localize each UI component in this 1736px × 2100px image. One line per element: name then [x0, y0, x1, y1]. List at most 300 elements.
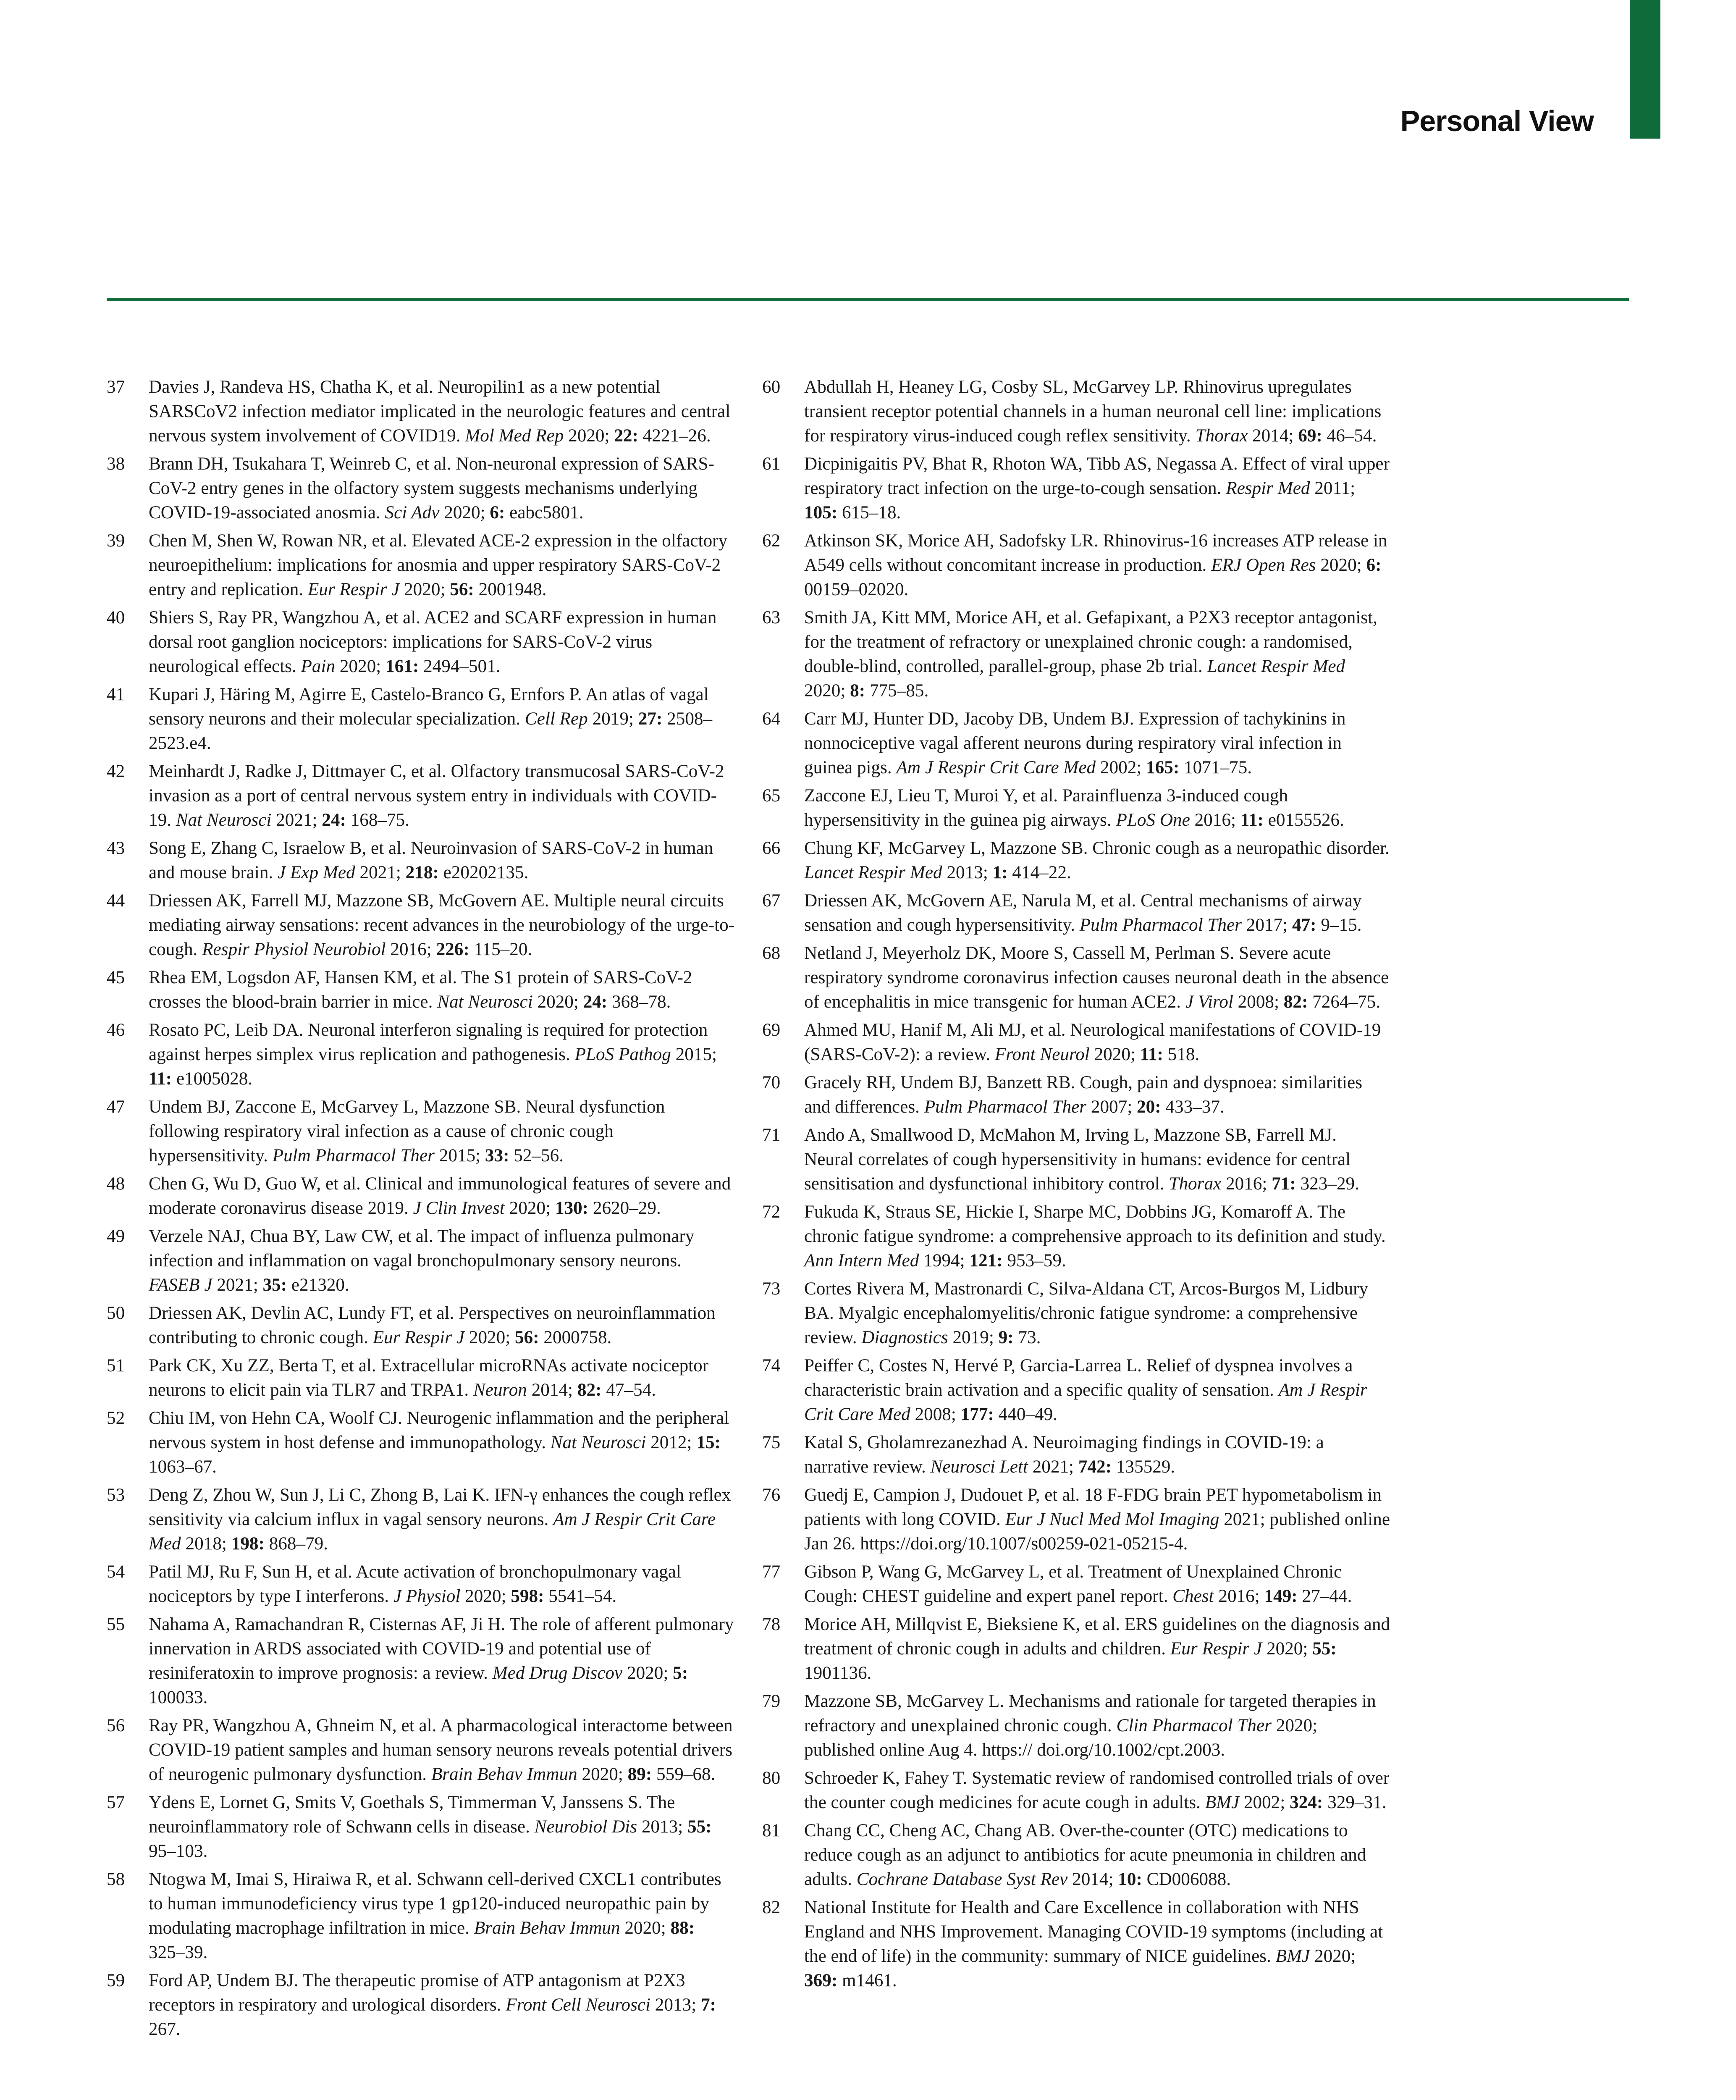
reference-year: 2021; published online Jan 26. [804, 1509, 1390, 1554]
reference-text [804, 1483, 1390, 1556]
reference-journal: Eur Respir J [1170, 1639, 1262, 1659]
reference-number: 68 [762, 943, 781, 963]
reference-journal: BMJ [1275, 1946, 1310, 1966]
reference-volume: 69: [1298, 426, 1322, 446]
reference-item [762, 1277, 1390, 1350]
reference-journal: Cell Rep [524, 709, 588, 729]
reference-authors-title: Chen G, Wu D, Guo W, et al. Clinical and immunological features of severe and moderate coronavirus disease 2019. [149, 1174, 731, 1218]
reference-text [804, 1819, 1390, 1892]
reference-item [762, 529, 1390, 602]
reference-year: 2019; [592, 709, 634, 729]
reference-pages: 27–44. [1302, 1586, 1352, 1606]
reference-item [762, 1431, 1390, 1479]
reference-year: 2002; [1100, 758, 1142, 777]
reference-authors-title: Davies J, Randeva HS, Chatha K, et al. Neuropilin1 as a new potential SARSCoV2 infection mediator implicated in the neurologic features and central nervous system involvement of COVID19. [149, 377, 731, 446]
reference-year: 2020; [404, 580, 446, 599]
reference-volume: 33: [485, 1146, 509, 1166]
reference-doi-link[interactable]: https:// doi.org/10.1002/cpt.2003. [982, 1740, 1225, 1760]
reference-volume: 24: [583, 992, 608, 1012]
reference-text [149, 1018, 735, 1091]
reference-journal: Lancet Respir Med [804, 863, 942, 882]
reference-text [804, 1123, 1390, 1196]
reference-volume: 6: [1366, 555, 1382, 575]
reference-pages: 46–54. [1327, 426, 1377, 446]
reference-text [804, 452, 1390, 525]
reference-journal: Eur J Nucl Med Mol Imaging [1005, 1509, 1219, 1529]
reference-journal: Thorax [1169, 1174, 1222, 1194]
reference-year: 2020; [1094, 1045, 1135, 1064]
reference-authors-title: Driessen AK, McGovern AE, Narula M, et al. Central mechanisms of airway sensation and cough hypersensitivity. [804, 891, 1362, 935]
reference-pages: 52–56. [514, 1146, 564, 1166]
reference-text [804, 1200, 1390, 1273]
reference-pages: 7264–75. [1312, 992, 1381, 1012]
reference-number: 69 [762, 1020, 781, 1040]
reference-item [107, 1714, 735, 1787]
reference-year: 2020; [469, 1328, 511, 1347]
reference-item [107, 682, 735, 756]
reference-number: 58 [107, 1869, 125, 1889]
reference-number: 45 [107, 968, 125, 987]
reference-volume: 82: [1283, 992, 1308, 1012]
reference-year: 2020; [582, 1764, 623, 1784]
reference-volume: 226: [436, 940, 469, 959]
reference-journal: Pulm Pharmacol Ther [1079, 915, 1242, 935]
section-title: Personal View [1400, 105, 1594, 137]
reference-item [762, 889, 1390, 937]
reference-item [107, 759, 735, 832]
reference-number: 60 [762, 377, 781, 397]
reference-authors-title: National Institute for Health and Care Excellence in collaboration with NHS England and NHS Improvement. Managing COVID-19 symptoms (including at the end of life) in the community: summary of NICE guidelines. [804, 1898, 1383, 1966]
reference-volume: 11: [1240, 810, 1264, 830]
reference-pages: e20202135. [443, 863, 529, 882]
reference-item [107, 1612, 735, 1710]
reference-pages: e21320. [291, 1275, 349, 1295]
reference-text [804, 1354, 1390, 1427]
reference-authors-title: Katal S, Gholamrezanezhad A. Neuroimaging findings in COVID-19: a narrative review. [804, 1433, 1324, 1477]
reference-number: 82 [762, 1898, 781, 1917]
reference-number: 41 [107, 685, 125, 704]
reference-year: 2002; [1243, 1793, 1285, 1812]
reference-pages: 775–85. [869, 681, 929, 701]
reference-pages: 414–22. [1012, 863, 1071, 882]
reference-journal: BMJ [1205, 1793, 1240, 1812]
reference-number: 66 [762, 838, 781, 858]
reference-pages: 267. [149, 2019, 181, 2039]
reference-item [762, 375, 1390, 448]
reference-year: 2014; [531, 1380, 573, 1400]
reference-number: 38 [107, 454, 125, 474]
reference-item [107, 966, 735, 1014]
reference-authors-title: Patil MJ, Ru F, Sun H, et al. Acute activation of bronchopulmonary vagal nociceptors by type I interferons. [149, 1562, 681, 1606]
reference-year: 1994; [923, 1251, 965, 1270]
references-left-column [107, 375, 735, 2045]
reference-authors-title: Rosato PC, Leib DA. Neuronal interferon signaling is required for protection against herpes simplex virus replication and pathogenesis. [149, 1020, 708, 1064]
reference-text [149, 606, 735, 679]
reference-text [149, 966, 735, 1014]
reference-text [149, 1867, 735, 1965]
reference-pages: e1005028. [176, 1069, 253, 1089]
reference-number: 49 [107, 1226, 125, 1246]
reference-text [149, 375, 735, 448]
reference-year: 2021; [1032, 1457, 1074, 1477]
reference-volume: 20: [1137, 1097, 1161, 1117]
reference-item [107, 1301, 735, 1350]
reference-volume: 8: [850, 681, 865, 701]
reference-volume: 7: [700, 1995, 716, 2015]
reference-text [804, 1689, 1390, 1762]
references-right-column [762, 375, 1390, 1997]
reference-text [149, 1406, 735, 1479]
reference-pages: 115–20. [474, 940, 532, 959]
reference-journal: J Exp Med [278, 863, 355, 882]
reference-pages: 00159–02020. [804, 580, 909, 599]
reference-year: 2014; [1252, 426, 1294, 446]
reference-year: 2013; [641, 1817, 683, 1837]
reference-text [149, 1224, 735, 1297]
reference-number: 72 [762, 1202, 781, 1222]
reference-volume: 24: [322, 810, 346, 830]
reference-text [804, 889, 1390, 937]
reference-pages: 1901136. [804, 1663, 872, 1683]
reference-volume: 11: [1140, 1045, 1163, 1064]
reference-journal: Am J Respir Crit Care Med [804, 1380, 1367, 1424]
reference-journal: Respir Physiol Neurobiol [202, 940, 386, 959]
reference-number: 37 [107, 377, 125, 397]
reference-year: 2013; [655, 1995, 697, 2015]
reference-text [149, 1301, 735, 1350]
reference-year: 2008; [915, 1404, 956, 1424]
reference-journal: Pulm Pharmacol Ther [272, 1146, 435, 1166]
reference-authors-title: Mazzone SB, McGarvey L. Mechanisms and rationale for targeted therapies in refractory and unexplained chronic cough. [804, 1691, 1376, 1735]
reference-pages: 329–31. [1327, 1793, 1387, 1812]
reference-year: 2020; [627, 1663, 669, 1683]
reference-item [107, 1224, 735, 1297]
reference-volume: 55: [687, 1817, 712, 1837]
reference-journal: Eur Respir J [307, 580, 400, 599]
reference-volume: 198: [231, 1534, 265, 1554]
reference-number: 61 [762, 454, 781, 474]
reference-journal: Brain Behav Immun [431, 1764, 577, 1784]
reference-pages: 135529. [1116, 1457, 1175, 1477]
reference-item [107, 452, 735, 525]
reference-year: 2021; [359, 863, 401, 882]
reference-item [107, 1018, 735, 1091]
reference-year: 2020; [339, 656, 381, 676]
reference-number: 80 [762, 1768, 781, 1788]
reference-text [149, 1612, 735, 1710]
reference-year: 2020; [1266, 1639, 1308, 1659]
reference-text [804, 1277, 1390, 1350]
reference-volume: 218: [405, 863, 439, 882]
reference-authors-title: Driessen AK, Farrell MJ, Mazzone SB, McGovern AE. Multiple neural circuits mediating airway sensations: recent advances in the neurobiology of the urge-to-cough. [149, 891, 735, 959]
reference-authors-title: Ntogwa M, Imai S, Hiraiwa R, et al. Schwann cell-derived CXCL1 contributes to human immunodeficiency virus type 1 gp120-induced neuropathic pain by modulating macrophage infiltration in mice. [149, 1869, 721, 1938]
reference-year: 2019; [952, 1328, 994, 1347]
reference-pages: 2494–501. [423, 656, 501, 676]
reference-pages: 1071–75. [1184, 758, 1252, 777]
reference-number: 78 [762, 1614, 781, 1634]
reference-number: 51 [107, 1356, 125, 1376]
reference-item [107, 1406, 735, 1479]
reference-item [762, 1018, 1390, 1067]
reference-pages: 868–79. [269, 1534, 328, 1554]
reference-item [762, 784, 1390, 832]
reference-number: 74 [762, 1356, 781, 1376]
reference-item [762, 836, 1390, 885]
reference-volume: 161: [385, 656, 419, 676]
reference-year: 2017; [1246, 915, 1288, 935]
reference-item [107, 529, 735, 602]
reference-text [149, 1095, 735, 1168]
reference-text [804, 1612, 1390, 1685]
reference-journal: Neuron [473, 1380, 527, 1400]
reference-volume: 56: [515, 1328, 539, 1347]
reference-journal: Neurosci Lett [930, 1457, 1028, 1477]
reference-pages: 433–37. [1165, 1097, 1225, 1117]
reference-pages: eabc5801. [509, 503, 584, 522]
reference-journal: PLoS One [1116, 810, 1190, 830]
reference-authors-title: Gracely RH, Undem BJ, Banzett RB. Cough, pain and dyspnoea: similarities and differences. [804, 1073, 1363, 1117]
reference-item [762, 1895, 1390, 1993]
reference-volume: 1: [992, 863, 1008, 882]
reference-number: 39 [107, 531, 125, 551]
reference-year: 2015; [675, 1045, 717, 1064]
reference-number: 50 [107, 1303, 125, 1323]
reference-volume: 11: [149, 1069, 172, 1089]
reference-journal: Pulm Pharmacol Ther [924, 1097, 1087, 1117]
header-rule [107, 298, 1629, 301]
reference-authors-title: Brann DH, Tsukahara T, Weinreb C, et al. Non-neuronal expression of SARS-CoV-2 entry genes in the olfactory system suggests mechanisms underlying COVID-19-associated anosmia. [149, 454, 714, 522]
reference-item [107, 1867, 735, 1965]
reference-item [762, 1689, 1390, 1762]
reference-year: 2016; [390, 940, 432, 959]
reference-doi-link[interactable]: https://doi.org/10.1007/s00259-021-05215-4. [860, 1534, 1188, 1554]
reference-item [762, 1200, 1390, 1273]
reference-year: 2021; [276, 810, 317, 830]
reference-item [107, 1095, 735, 1168]
reference-volume: 10: [1118, 1869, 1142, 1889]
reference-item [107, 375, 735, 448]
reference-authors-title: Peiffer C, Costes N, Hervé P, Garcia-Larrea L. Relief of dyspnea involves a characteristic brain activation and a specific quality of sensation. [804, 1356, 1353, 1400]
reference-volume: 369: [804, 1971, 838, 1990]
reference-item [762, 606, 1390, 703]
reference-text [804, 1766, 1390, 1815]
reference-number: 71 [762, 1125, 781, 1145]
reference-journal: Nat Neurosci [437, 992, 533, 1012]
reference-text [804, 1560, 1390, 1609]
reference-volume: 89: [627, 1764, 652, 1784]
reference-number: 55 [107, 1614, 125, 1634]
reference-authors-title: Smith JA, Kitt MM, Morice AH, et al. Gefapixant, a P2X3 receptor antagonist, for the treatment of refractory or unexplained chronic cough: a randomised, double-blind, controlled, parallel-group, phase 2b trial. [804, 608, 1377, 676]
reference-item [762, 1071, 1390, 1119]
reference-year: 2020; [568, 426, 610, 446]
reference-journal: Cochrane Database Syst Rev [856, 1869, 1068, 1889]
reference-journal: Front Neurol [994, 1045, 1090, 1064]
reference-year: 2008; [1238, 992, 1279, 1012]
section-color-tab [1630, 0, 1660, 139]
reference-number: 59 [107, 1971, 125, 1990]
reference-text [149, 1790, 735, 1864]
reference-text [149, 1483, 735, 1556]
reference-text [804, 1018, 1390, 1067]
reference-text [149, 452, 735, 525]
reference-journal: Med Drug Discov [492, 1663, 623, 1683]
reference-journal: ERJ Open Res [1211, 555, 1316, 575]
reference-text [804, 606, 1390, 703]
reference-year: 2020; published online Aug 4. [804, 1716, 1318, 1760]
reference-year: 2020; [465, 1586, 506, 1606]
reference-year: 2016; [1194, 810, 1236, 830]
reference-journal: Mol Med Rep [465, 426, 564, 446]
reference-journal: Pain [301, 656, 336, 676]
reference-journal: Chest [1172, 1586, 1214, 1606]
reference-year: 2020; [1320, 555, 1362, 575]
reference-authors-title: Schroeder K, Fahey T. Systematic review of randomised controlled trials of over the counter cough medicines for acute cough in adults. [804, 1768, 1390, 1812]
reference-number: 64 [762, 709, 781, 729]
reference-authors-title: Atkinson SK, Morice AH, Sadofsky LR. Rhinovirus-16 increases ATP release in A549 cells without concomitant increase in production. [804, 531, 1387, 575]
reference-number: 56 [107, 1716, 125, 1735]
reference-year: 2020; [509, 1198, 551, 1218]
reference-volume: 177: [960, 1404, 994, 1424]
reference-volume: 47: [1292, 915, 1316, 935]
reference-authors-title: Gibson P, Wang G, McGarvey L, et al. Treatment of Unexplained Chronic Cough: CHEST guideline and expert panel report. [804, 1562, 1342, 1606]
reference-journal: Eur Respir J [372, 1328, 465, 1347]
reference-year: 2020; [537, 992, 579, 1012]
reference-year: 2013; [947, 863, 988, 882]
reference-text [804, 941, 1390, 1014]
reference-number: 53 [107, 1485, 125, 1505]
reference-number: 67 [762, 891, 781, 911]
reference-item [762, 1123, 1390, 1196]
reference-item [107, 1354, 735, 1402]
reference-number: 76 [762, 1485, 781, 1505]
reference-authors-title: Undem BJ, Zaccone E, McGarvey L, Mazzone SB. Neural dysfunction following respiratory viral infection as a cause of chronic cough hypersensitivity. [149, 1097, 665, 1166]
reference-number: 52 [107, 1408, 125, 1428]
reference-volume: 35: [262, 1275, 287, 1295]
reference-year: 2020; [444, 503, 485, 522]
reference-pages: 615–18. [842, 503, 901, 522]
reference-pages: 168–75. [350, 810, 410, 830]
reference-text [149, 1560, 735, 1609]
reference-item [762, 1560, 1390, 1609]
reference-journal: J Physiol [393, 1586, 461, 1606]
reference-pages: 2508–2523.e4. [149, 709, 713, 753]
reference-text [804, 375, 1390, 448]
reference-number: 77 [762, 1562, 781, 1582]
reference-text [149, 1969, 735, 2042]
reference-authors-title: Ray PR, Wangzhou A, Ghneim N, et al. A pharmacological interactome between COVID-19 patient samples and human sensory neurons reveals potential drivers of neurogenic pulmonary dysfunction. [149, 1716, 733, 1784]
reference-item [107, 606, 735, 679]
reference-pages: 440–49. [998, 1404, 1058, 1424]
reference-journal: J Virol [1185, 992, 1233, 1012]
reference-authors-title: Netland J, Meyerholz DK, Moore S, Cassell M, Perlman S. Severe acute respiratory syndrome coronavirus infection causes neuronal death in the absence of encephalitis in mice transgenic for human ACE2. [804, 943, 1389, 1012]
reference-year: 2016; [1218, 1586, 1260, 1606]
reference-item [762, 941, 1390, 1014]
reference-journal: Front Cell Neurosci [506, 1995, 650, 2015]
reference-authors-title: Ando A, Smallwood D, McMahon M, Irving L, Mazzone SB, Farrell MJ. Neural correlates of cough hypersensitivity in humans: evidence for central sensitisation and dysfunctional inhibitory control. [804, 1125, 1351, 1194]
reference-volume: 56: [450, 580, 474, 599]
reference-journal: Neurobiol Dis [534, 1817, 637, 1837]
reference-year: 2012; [650, 1433, 692, 1452]
reference-number: 65 [762, 786, 781, 806]
reference-journal: Ann Intern Med [804, 1251, 919, 1270]
reference-volume: 149: [1264, 1586, 1298, 1606]
reference-number: 75 [762, 1433, 781, 1452]
reference-authors-title: Zaccone EJ, Lieu T, Muroi Y, et al. Parainfluenza 3-induced cough hypersensitivity in the guinea pig airways. [804, 786, 1288, 830]
reference-authors-title: Chen M, Shen W, Rowan NR, et al. Elevated ACE-2 expression in the olfactory neuroepithelium: implications for anosmia and upper respiratory SARS-CoV-2 entry and replication. [149, 531, 728, 599]
reference-item [762, 1354, 1390, 1427]
reference-number: 47 [107, 1097, 125, 1117]
reference-item [107, 889, 735, 962]
reference-authors-title: Meinhardt J, Radke J, Dittmayer C, et al. Olfactory transmucosal SARS-CoV-2 invasion as a port of central nervous system entry in individuals with COVID-19. [149, 761, 724, 830]
reference-journal: FASEB J [149, 1275, 212, 1295]
reference-journal: Thorax [1195, 426, 1248, 446]
reference-number: 44 [107, 891, 125, 911]
reference-journal: PLoS Pathog [574, 1045, 671, 1064]
reference-volume: 88: [670, 1918, 695, 1938]
reference-pages: 5541–54. [548, 1586, 617, 1606]
reference-year: 2007; [1091, 1097, 1133, 1117]
reference-volume: 82: [577, 1380, 602, 1400]
reference-text [804, 1431, 1390, 1479]
reference-year: 2015; [439, 1146, 481, 1166]
reference-pages: 325–39. [149, 1942, 208, 1962]
reference-pages: 323–29. [1300, 1174, 1359, 1194]
reference-item [107, 1790, 735, 1864]
reference-volume: 6: [490, 503, 505, 522]
reference-authors-title: Kupari J, Häring M, Agirre E, Castelo-Branco G, Ernfors P. An atlas of vagal sensory neurons and their molecular specialization. [149, 685, 709, 729]
reference-volume: 105: [804, 503, 838, 522]
reference-item [762, 1766, 1390, 1815]
reference-pages: 2620–29. [593, 1198, 661, 1218]
reference-authors-title: Chiu IM, von Hehn CA, Woolf CJ. Neurogenic inflammation and the peripheral nervous system in host defense and immunopathology. [149, 1408, 729, 1452]
reference-journal: Nat Neurosci [550, 1433, 646, 1452]
reference-pages: 100033. [149, 1688, 208, 1707]
reference-volume: 55: [1312, 1639, 1337, 1659]
reference-year: 2020; [624, 1918, 666, 1938]
reference-text [149, 1354, 735, 1402]
reference-authors-title: Dicpinigaitis PV, Bhat R, Rhoton WA, Tibb AS, Negassa A. Effect of viral upper respiratory tract infection on the urge-to-cough sensation. [804, 454, 1390, 498]
reference-number: 43 [107, 838, 125, 858]
reference-authors-title: Chang CC, Cheng AC, Chang AB. Over-the-counter (OTC) medications to reduce cough as an adjunct to antibiotics for acute pneumonia in children and adults. [804, 1821, 1366, 1889]
reference-text [804, 1071, 1390, 1119]
reference-volume: 5: [673, 1663, 688, 1683]
reference-volume: 71: [1272, 1174, 1296, 1194]
reference-volume: 15: [696, 1433, 721, 1452]
reference-authors-title: Morice AH, Millqvist E, Bieksiene K, et al. ERS guidelines on the diagnosis and treatment of chronic cough in adults and children. [804, 1614, 1390, 1659]
reference-text [804, 529, 1390, 602]
reference-journal: Respir Med [1226, 478, 1310, 498]
reference-volume: 324: [1290, 1793, 1323, 1812]
reference-text [149, 836, 735, 885]
reference-journal: Diagnostics [861, 1328, 948, 1347]
reference-authors-title: Deng Z, Zhou W, Sun J, Li C, Zhong B, Lai K. IFN-γ enhances the cough reflex sensitivity via calcium influx in vagal sensory neurons. [149, 1485, 731, 1529]
reference-pages: CD006088. [1146, 1869, 1231, 1889]
reference-journal: Clin Pharmacol Ther [1116, 1716, 1272, 1735]
reference-journal: Brain Behav Immun [474, 1918, 620, 1938]
reference-pages: 1063–67. [149, 1457, 217, 1477]
reference-pages: 73. [1018, 1328, 1041, 1347]
reference-text [804, 784, 1390, 832]
reference-authors-title: Ahmed MU, Hanif M, Ali MJ, et al. Neurological manifestations of COVID-19 (SARS-CoV-2): a review. [804, 1020, 1381, 1064]
reference-text [149, 529, 735, 602]
reference-pages: 518. [1167, 1045, 1200, 1064]
reference-pages: 2001948. [478, 580, 547, 599]
reference-authors-title: Ydens E, Lornet G, Smits V, Goethals S, Timmerman V, Janssens S. The neuroinflammatory role of Schwann cells in disease. [149, 1793, 675, 1837]
reference-item [762, 1612, 1390, 1685]
reference-text [804, 707, 1390, 780]
reference-number: 81 [762, 1821, 781, 1840]
reference-number: 54 [107, 1562, 125, 1582]
